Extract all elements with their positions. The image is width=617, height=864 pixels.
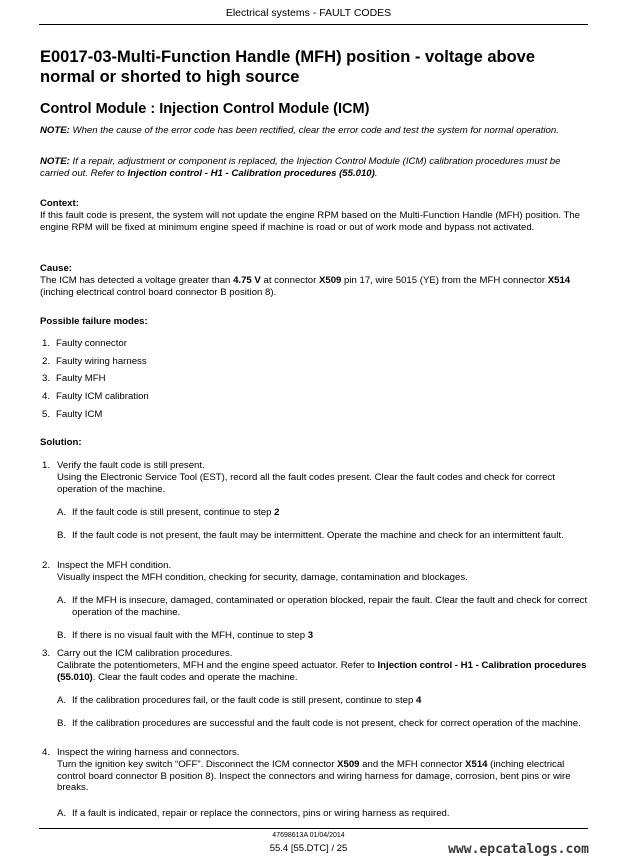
connector-id: X509	[337, 758, 360, 770]
running-header: Electrical systems - FAULT CODES	[225, 7, 392, 19]
note-reference: Injection control - H1 - Calibration procedures (55.010)	[127, 167, 375, 179]
list-number: 1.	[42, 338, 51, 349]
step-title: Verify the fault code is still present.	[57, 460, 205, 471]
solution-step-1	[42, 460, 590, 495]
note-text-end: .	[374, 167, 378, 179]
step-text-segment: Turn the ignition key switch “OFF”. Disconnect the ICM connector	[57, 758, 338, 770]
cause-heading: Cause:	[40, 263, 72, 274]
list-item	[42, 338, 127, 349]
cause-segment: pin 17, wire 5015 (YE) from the MFH connector	[341, 275, 548, 286]
step-reference: 2	[274, 507, 280, 518]
list-number: 3.	[42, 373, 51, 384]
cause-segment: (inching electrical control board connector B position 8).	[40, 286, 277, 298]
option-text: If the fault code is not present, the fault may be intermittent. Operate the machine and check for an intermittent fault.	[72, 530, 564, 541]
step-number: 3.	[42, 648, 51, 659]
solution-step-2	[42, 560, 590, 584]
website-watermark: www.epcatalogs.com	[448, 842, 589, 857]
option-letter: B.	[57, 630, 67, 641]
step-title: Inspect the MFH condition.	[57, 560, 172, 571]
page-title: E0017-03-Multi-Function Handle (MFH) position - voltage above normal or shorted to high source	[40, 48, 536, 86]
option-letter: A.	[57, 808, 67, 819]
connector-id: X509	[318, 275, 342, 286]
list-text: Faulty MFH	[56, 373, 106, 384]
list-item	[42, 373, 106, 384]
procedure-reference: Injection control - H1 - Calibration procedures (55.010)	[57, 659, 587, 683]
step-3-option-b	[57, 718, 590, 730]
failure-modes-heading: Possible failure modes:	[40, 316, 148, 327]
step-1-option-b	[57, 530, 590, 542]
connector-id: X514	[547, 275, 571, 286]
step-text: Using the Electronic Service Tool (EST), record all the fault codes present. Clear the fault codes and check for correct operation of the machine.	[57, 471, 555, 495]
voltage-value: 4.75 V	[233, 275, 261, 286]
step-text-segment: Calibrate the potentiometers, MFH and the engine speed actuator. Refer to	[57, 659, 378, 671]
option-text: If a fault is indicated, repair or replace the connectors, pins or wiring harness as required.	[72, 808, 450, 819]
list-text: Faulty ICM calibration	[56, 391, 149, 402]
option-text: If the fault code is still present, continue to step	[72, 507, 275, 518]
solution-heading: Solution:	[40, 437, 82, 448]
step-number: 1.	[42, 460, 51, 471]
option-text: If the calibration procedures fail, or the fault code is still present, continue to step	[72, 695, 416, 706]
step-text-segment: . Clear the fault codes and operate the machine.	[92, 671, 298, 683]
section-subtitle: Control Module : Injection Control Module (ICM)	[40, 101, 370, 117]
step-text: Visually inspect the MFH condition, checking for security, damage, contamination and blockages.	[57, 571, 468, 583]
step-number: 4.	[42, 747, 51, 758]
option-letter: A.	[57, 695, 67, 706]
document-id: 47698613A 01/04/2014	[272, 832, 345, 839]
option-letter: A.	[57, 507, 67, 518]
step-number: 2.	[42, 560, 51, 571]
step-text-segment: (inching electrical control board connector B position 8). Inspect the connectors and wiring harness for damage, corrosion, bent pins or wire breaks.	[57, 758, 571, 794]
list-text: Faulty ICM	[56, 409, 103, 420]
note-text: If a repair, adjustment or component is replaced, the Injection Control Module (ICM) calibration procedures must be carried out. Refer to	[40, 156, 561, 179]
option-letter: A.	[57, 595, 67, 606]
step-2-option-b	[57, 630, 590, 642]
step-4-option-a	[57, 808, 590, 820]
step-text	[57, 759, 590, 794]
note-1	[40, 125, 588, 137]
cause-segment: at connector	[260, 275, 319, 286]
step-title: Carry out the ICM calibration procedures.	[57, 648, 233, 659]
list-item	[42, 409, 102, 420]
note-label: NOTE:	[40, 125, 70, 136]
step-1-option-a	[57, 507, 590, 519]
step-text	[57, 660, 590, 684]
option-text: If there is no visual fault with the MFH, continue to step	[72, 630, 308, 641]
step-title: Inspect the wiring harness and connectors.	[57, 747, 240, 758]
list-text: Faulty connector	[56, 338, 127, 349]
option-letter: B.	[57, 530, 67, 541]
option-letter: B.	[57, 718, 67, 729]
context-text: If this fault code is present, the system will not update the engine RPM based on the Multi-Function Handle (MFH) position. The engine RPM will be fixed at minimum engine speed if machine is road or out of work mode and bypass not activated.	[40, 210, 581, 233]
step-reference: 4	[415, 695, 422, 706]
note-2	[40, 156, 588, 180]
step-3-option-a	[57, 695, 590, 707]
page-number: 55.4 [55.DTC] / 25	[269, 843, 348, 854]
connector-id: X514	[465, 758, 488, 770]
option-text: If the calibration procedures are successful and the fault code is not present, check for correct operation of the machine.	[72, 718, 581, 729]
list-number: 5.	[42, 409, 51, 420]
step-text-segment: and the MFH connector	[359, 758, 466, 770]
solution-step-3	[42, 648, 590, 683]
cause-segment: The ICM has detected a voltage greater than	[40, 275, 234, 286]
solution-step-4	[42, 747, 590, 794]
list-number: 2.	[42, 356, 51, 367]
footer-rule	[39, 828, 588, 829]
note-label: NOTE:	[40, 156, 70, 167]
note-text: When the cause of the error code has been rectified, clear the error code and test the system for normal operation.	[69, 125, 559, 136]
list-text: Faulty wiring harness	[56, 356, 147, 367]
context-heading: Context:	[40, 198, 79, 209]
list-item	[42, 356, 147, 367]
list-number: 4.	[42, 391, 51, 402]
step-2-option-a	[57, 595, 590, 619]
list-item	[42, 391, 149, 402]
cause-text	[40, 275, 588, 299]
step-reference: 3	[307, 630, 314, 641]
option-text: If the MFH is insecure, damaged, contaminated or operation blocked, repair the fault. Clear the fault and check for correct operation of the machine.	[72, 595, 588, 618]
header-rule	[39, 24, 588, 25]
